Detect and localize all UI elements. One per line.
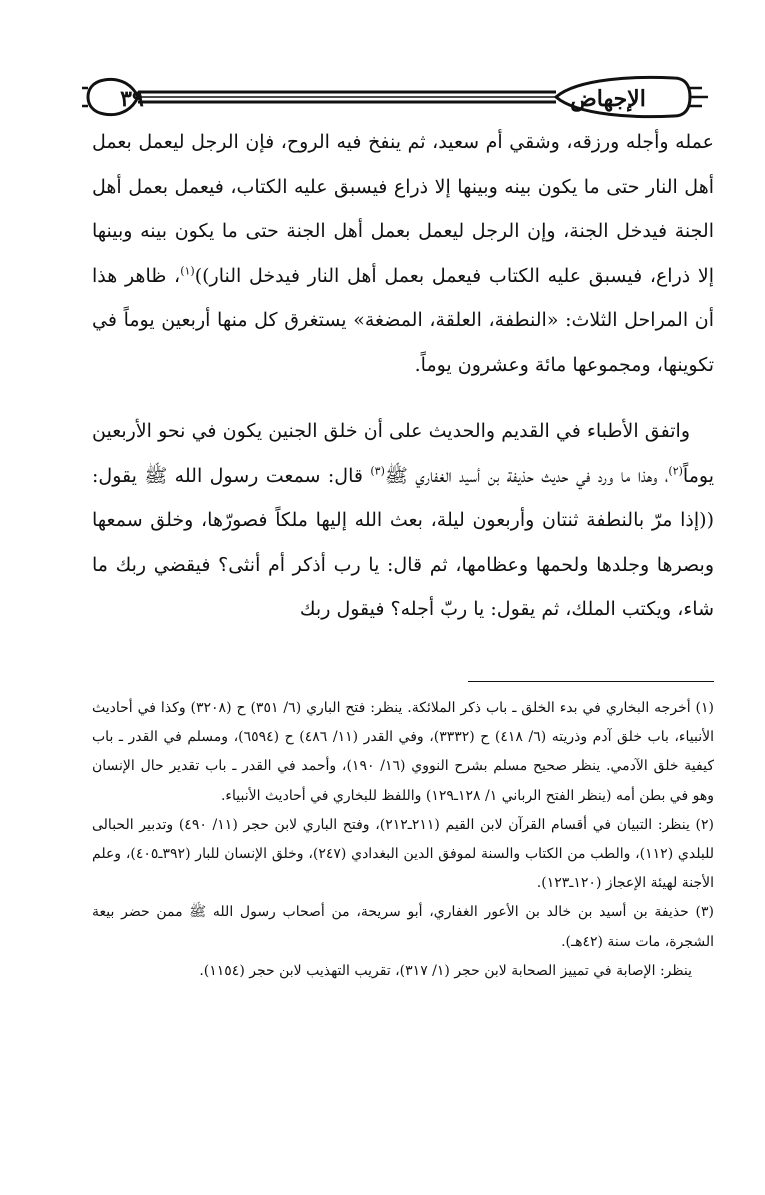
footnote-2: (٢) ينظر: التبيان في أقسام القرآن لابن القيم (٢١١ـ٢١٢)، وفتح الباري لابن حجر (١١/ ٤٩٠) وتدبير الحبالى للبلدي (١١٢)، والطب من الكتاب والسنة لموفق الدين البغدادي (٢٤٧)، وخلق الإنسان للبار (٣٩٢ـ٤٠٥)، وعلم الأجنة لهيئة الإعجاز (١٢٠ـ١٢٣). [92, 816, 715, 892]
footnote-separator [468, 681, 714, 682]
paragraph-2-text-c: قال: سمعت رسول الله ﷺ يقول: ((إذا مرّ بالنطفة ثنتان وأربعون ليلة، بعث الله إليها ملكاً فصورّها، وخلق سمعها وبصرها وجلدها ولحمها وعظامها، ثم قال: يا رب أذكر أم أنثى؟ فيقضي ربك ما شاء، ويكتب الملك، ثم يقول: يا ربّ أجله؟ فيقول ربك [92, 464, 714, 620]
footnotes [92, 694, 714, 986]
footnote-1: (١) أخرجه البخاري في بدء الخلق ـ باب ذكر الملائكة. ينظر: فتح الباري (٦/ ٣٥١) ح (٣٢٠٨) وكذا في أحاديث الأنبياء، باب خلق آدم وذريته (٦/ ٤١٨) ح (٣٣٣٢)، وفي القدر (١١/ ٤٨٦) ح (٦٥٩٤)، ومسلم في القدر ـ باب كيفية خلق الآدمي. ينظر صحيح مسلم بشرح النووي (١٦/ ١٩٠)، وأحمد في القدر ـ باب تقدير حال الإنسان وهو في بطن أمه (ينظر الفتح الرباني ١/ ١٢٨ـ١٢٩) واللفظ للبخاري في أحاديث الأنبياء. [92, 700, 715, 804]
footnote-3: (٣) حذيفة بن أسيد بن خالد بن الأعور الغفاري، أبو سريحة، من أصحاب رسول الله ﷺ ممن حضر بيعة الشجرة، مات سنة (٤٢هـ). [92, 904, 714, 950]
footnote-ref-1: (١) [180, 264, 195, 278]
paragraph-1-end: ، ظاهر هذا أن المراحل الثلاث: «النطفة، العلقة، المضغة» يستغرق كل منها أربعين يوماً في تكوينها، ومجموعها مائة وعشرون يوماً. [92, 264, 714, 376]
footnote-ref-3: (٣) [370, 464, 385, 478]
paragraph-1-text: عمله وأجله ورزقه، وشقي أم سعيد، ثم ينفخ فيه الروح، فإن الرجل ليعمل بعمل أهل النار حتى ما يكون بينه وبينها إلا ذراع فيسبق عليه الكتاب، فيعمل بعمل أهل الجنة فيدخل الجنة، وإن الرجل ليعمل بعمل أهل الجنة حتى ما يكون بينه وبينها إلا ذراع، فيسبق عليه الكتاب فيعمل بعمل أهل النار فيدخل النار)) [92, 131, 715, 287]
paragraph-1 [92, 120, 714, 387]
footnote-3-continuation: ينظر: الإصابة في تمييز الصحابة لابن حجر (١/ ٣١٧)، تقريب التهذيب لابن حجر (١١٥٤). [199, 962, 692, 979]
book-title: الإجهاض [570, 86, 646, 112]
paragraph-2 [92, 409, 714, 632]
paragraph-2-text-a: واتفق الأطباء في القديم والحديث على أن خلق الجنين يكون في نحو الأربعين يوماً [92, 420, 714, 487]
footnote-ref-2: (٢) [668, 464, 683, 478]
body-text [92, 120, 714, 632]
page-number: ٣٩ [120, 86, 144, 112]
paragraph-2-text-b: ، وهذا ما ورد في حديث حذيفة بن أسيد الغفاري ﷺ [384, 464, 669, 487]
